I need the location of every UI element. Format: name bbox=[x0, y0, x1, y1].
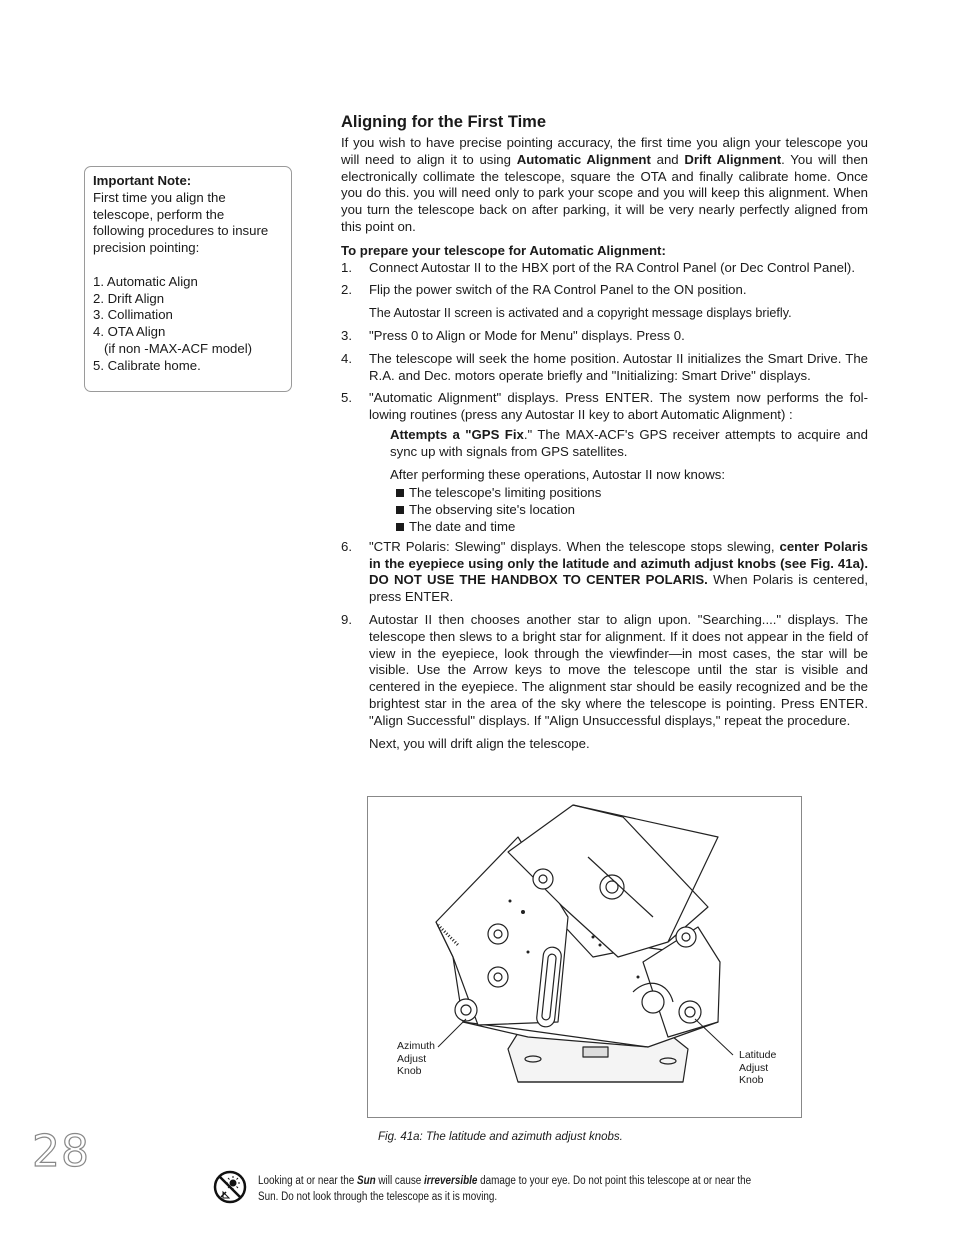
note-line: (if non -MAX-ACF model) bbox=[93, 340, 253, 356]
step-text: Autostar II then chooses another star to align upon. "Searching...." displays. The telescope then slews to a bright star for alignment. If it does not appear in the field of view in the eyepiece, look through the viewfinder—in most cases, the star will be visible. Use the Arrow keys to move the telescope until the star is visible and centered in the eyepiece. The alignment star should be easily recognized and be the brightest star in the area of the sky where the telescope is pointing. Press ENTER. "Align Successful" displays. If "Align Unsuccessful displays," repeat the procedure. bbox=[369, 611, 868, 728]
section-heading: Aligning for the First Time bbox=[341, 113, 547, 131]
step-2 bbox=[341, 282, 868, 299]
step-4 bbox=[341, 351, 868, 385]
step-6-text-c: When Polaris is centered, press ENTER. bbox=[369, 572, 868, 605]
intro-text-d: . You will then electronically collimate the telescope, square the OTA and finally calibrate home. Once you do this. you will need only to park your scope and you will keep this alignment. When you turn the telescope back on after parking, it will be very nearly perfectly aligned from this point on. bbox=[341, 151, 868, 234]
warning-text-a: Looking at or near the bbox=[258, 1175, 357, 1187]
note-line: precision pointing: bbox=[93, 240, 200, 256]
step-2-note: The Autostar II screen is activated and a copyright message displays briefly. bbox=[369, 306, 792, 321]
step-number: 5. bbox=[341, 390, 352, 406]
note-line: First time you align the bbox=[93, 189, 226, 205]
list-item bbox=[396, 502, 868, 519]
step-1 bbox=[341, 260, 868, 277]
step-6-bold: center Polaris in the eyepiece using only the latitude and azimuth adjust knobs (see Fig. 41a). DO NOT USE THE HANDBOX TO CENTER POLARIS. bbox=[369, 538, 868, 588]
subheading: To prepare your telescope for Automatic Alignment: bbox=[341, 242, 666, 258]
step-5-gps bbox=[341, 427, 868, 461]
note-line: 1. Automatic Align bbox=[93, 273, 198, 289]
note-line: 2. Drift Align bbox=[93, 290, 165, 306]
intro-bold-drift: Drift Alignment bbox=[684, 151, 782, 167]
step-text bbox=[369, 539, 868, 606]
bullet-text: The observing site's location bbox=[409, 502, 575, 518]
sun-warning-text bbox=[258, 1173, 791, 1205]
page-number: 28 bbox=[32, 1126, 90, 1177]
step-number: 6. bbox=[341, 538, 352, 554]
note-lines bbox=[93, 190, 283, 375]
warning-line-1 bbox=[258, 1173, 791, 1189]
step-number: 2. bbox=[341, 282, 352, 298]
square-bullet-icon bbox=[396, 506, 404, 514]
main-column bbox=[341, 112, 868, 752]
step-text: "Press 0 to Align or Mode for Menu" displays. Press 0. bbox=[369, 327, 685, 343]
intro-bold-automatic: Automatic Alignment bbox=[516, 151, 651, 167]
bullet-text: The date and time bbox=[409, 518, 516, 534]
note-line: 3. Collimation bbox=[93, 307, 173, 323]
step-text: Flip the power switch of the RA Control Panel to the ON position. bbox=[369, 282, 747, 298]
bullet-list bbox=[341, 485, 868, 535]
step-3 bbox=[341, 328, 868, 345]
list-item bbox=[396, 519, 868, 536]
warning-text-c: damage to your eye. Do not point this telescope at or near the bbox=[477, 1175, 752, 1187]
square-bullet-icon bbox=[396, 523, 404, 531]
azimuth-knob-label: Azimuth Adjust Knob bbox=[397, 1040, 435, 1078]
step-number: 3. bbox=[341, 327, 352, 343]
step-9 bbox=[341, 612, 868, 730]
note-line: following procedures to insure bbox=[93, 223, 269, 239]
step-number: 4. bbox=[341, 350, 352, 366]
important-note-box bbox=[84, 166, 292, 392]
step-text: The telescope will seek the home position. Autostar II initializes the Smart Drive. The R.A. and Dec. motors operate briefly and "Initializing: Smart Drive" displays. bbox=[369, 350, 868, 383]
figure-frame bbox=[367, 796, 802, 1118]
list-item bbox=[396, 485, 868, 502]
intro-text-c: and bbox=[650, 151, 685, 167]
step-5 bbox=[341, 390, 868, 424]
bullet-text: The telescope's limiting positions bbox=[409, 485, 602, 501]
warning-text-b: will cause bbox=[375, 1175, 425, 1187]
step-number: 9. bbox=[341, 611, 352, 627]
note-line: 4. OTA Align bbox=[93, 324, 166, 340]
note-title: Important Note: bbox=[93, 173, 192, 188]
note-line: telescope, perform the bbox=[93, 206, 225, 222]
step-5-knows: After performing these operations, Autostar II now knows: bbox=[390, 466, 725, 482]
no-sun-warning-icon bbox=[213, 1170, 247, 1204]
gps-bold: Attempts a "GPS Fix bbox=[390, 426, 524, 442]
step-6 bbox=[341, 539, 868, 606]
step-text: Connect Autostar II to the HBX port of the RA Control Panel (or Dec Control Panel). bbox=[369, 259, 855, 275]
square-bullet-icon bbox=[396, 489, 404, 497]
step-text: "Automatic Alignment" displays. Press ENTER. The system now performs the fol-lowing routines (press any Autostar II key to abort Automatic Alignment) : bbox=[369, 390, 868, 423]
figure-caption: Fig. 41a: The latitude and azimuth adjust knobs. bbox=[378, 1131, 623, 1143]
step-number: 1. bbox=[341, 259, 352, 275]
note-line bbox=[93, 257, 283, 274]
warning-sun: Sun bbox=[356, 1175, 376, 1187]
intro-text-a: If you wish to have precise pointing accuracy, the first time you align your telescope you will need to align it to using bbox=[341, 135, 868, 167]
intro-paragraph bbox=[341, 135, 868, 236]
step-6-text-a: "CTR Polaris: Slewing" displays. When the telescope stops slewing, bbox=[369, 538, 780, 554]
warning-irreversible: irreversible bbox=[424, 1175, 478, 1187]
gps-text: ." The MAX-ACF's GPS receiver attempts to acquire and sync up with signals from GPS satellites. bbox=[390, 426, 868, 459]
note-line: 5. Calibrate home. bbox=[93, 357, 201, 373]
latitude-knob-label: Latitude Adjust Knob bbox=[739, 1049, 777, 1087]
next-step-text: Next, you will drift align the telescope. bbox=[369, 735, 590, 751]
warning-line-2: Sun. Do not look through the telescope as it is moving. bbox=[258, 1191, 498, 1203]
